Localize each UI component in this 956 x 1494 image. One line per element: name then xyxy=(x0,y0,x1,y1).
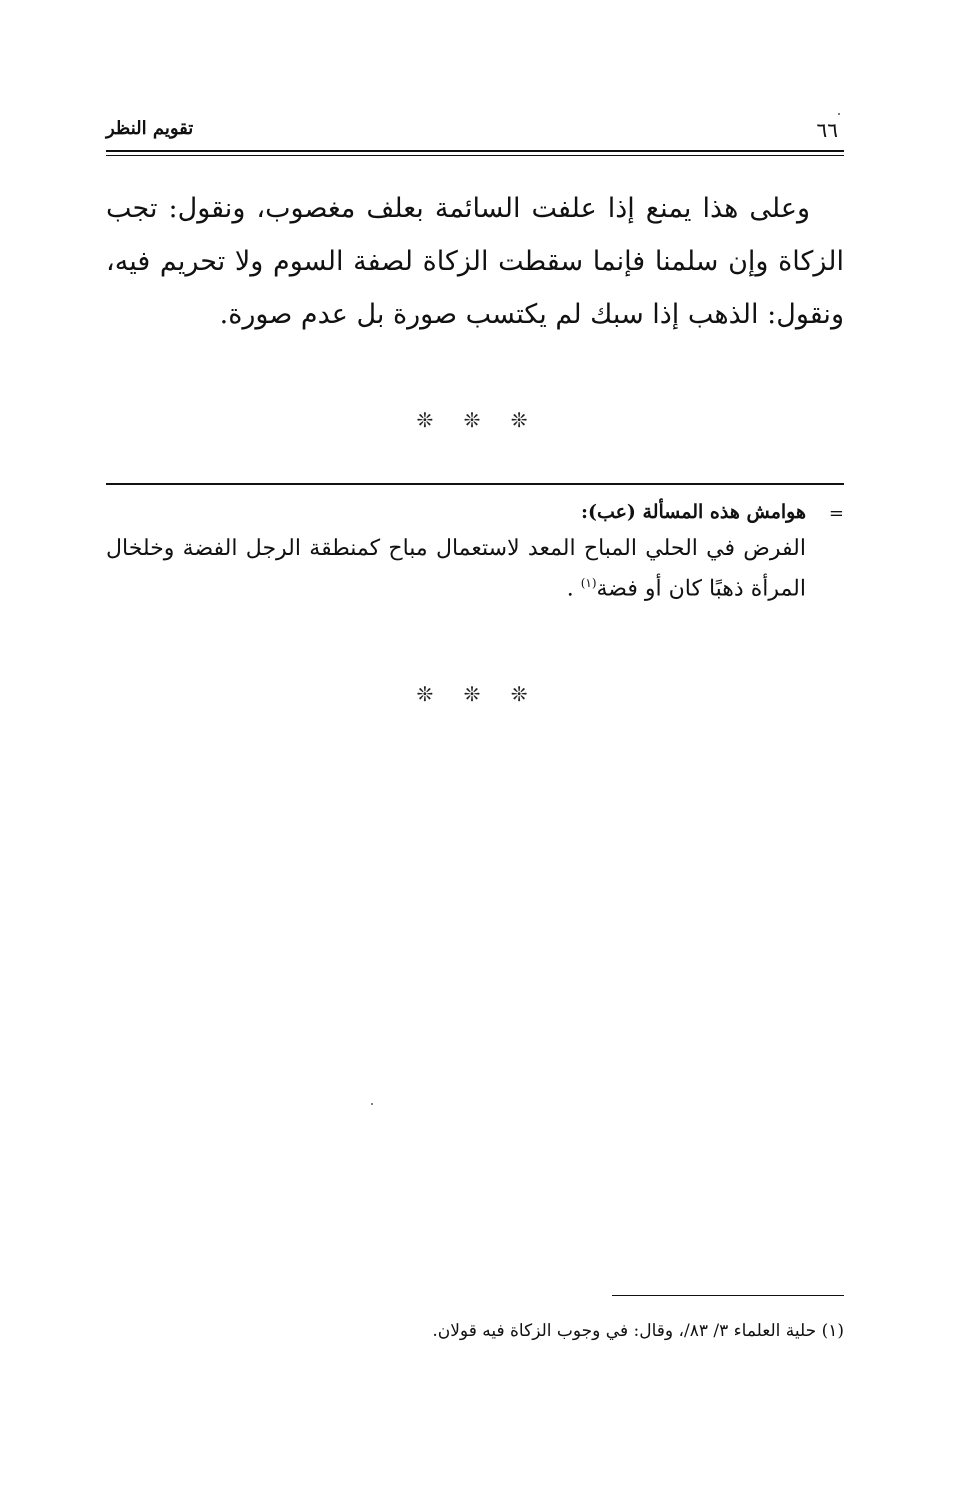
footnote-rule xyxy=(612,1295,844,1296)
running-title: تقويم النظر xyxy=(106,118,194,139)
main-paragraph: وعلى هذا يمنع إذا علفت السائمة بعلف مغصوب، ونقول: تجب الزكاة وإن سلمنا فإنما سقطت الزكاة لصفة السوم ولا تحريم فيه، ونقول: الذهب إذا سبك لم يكتسب صورة بل عدم صورة. xyxy=(106,193,844,330)
annotation-body-end: . xyxy=(566,576,574,602)
annotation-block xyxy=(106,496,844,606)
scan-speck xyxy=(838,113,840,115)
annotation-marker: = xyxy=(828,503,844,524)
footnote xyxy=(106,1318,844,1344)
page-number: ٦٦ xyxy=(816,118,838,142)
footnote-reference[interactable]: (١) xyxy=(580,576,597,590)
annotation-body xyxy=(106,532,806,606)
section-separator-stars: ❊ ❊ ❊ xyxy=(416,408,540,432)
footnote-text: (١) حلية العلماء ٣/ ٨٣/، وقال: في وجوب الزكاة فيه قولان. xyxy=(432,1321,844,1341)
header-rule xyxy=(106,150,844,152)
page-header xyxy=(106,112,844,144)
scan-speck xyxy=(371,1103,373,1105)
main-text xyxy=(106,182,844,341)
section-separator-stars-2: ❊ ❊ ❊ xyxy=(416,682,540,706)
section-rule xyxy=(106,483,844,485)
header-rule-thin xyxy=(106,155,844,156)
annotation-body-text: الفرض في الحلي المباح المعد لاستعمال مباح كمنطقة الرجل الفضة وخلخال المرأة ذهبًا كان أو فضة xyxy=(106,536,806,602)
annotation-heading: هوامش هذه المسألة (عب): xyxy=(580,501,806,523)
